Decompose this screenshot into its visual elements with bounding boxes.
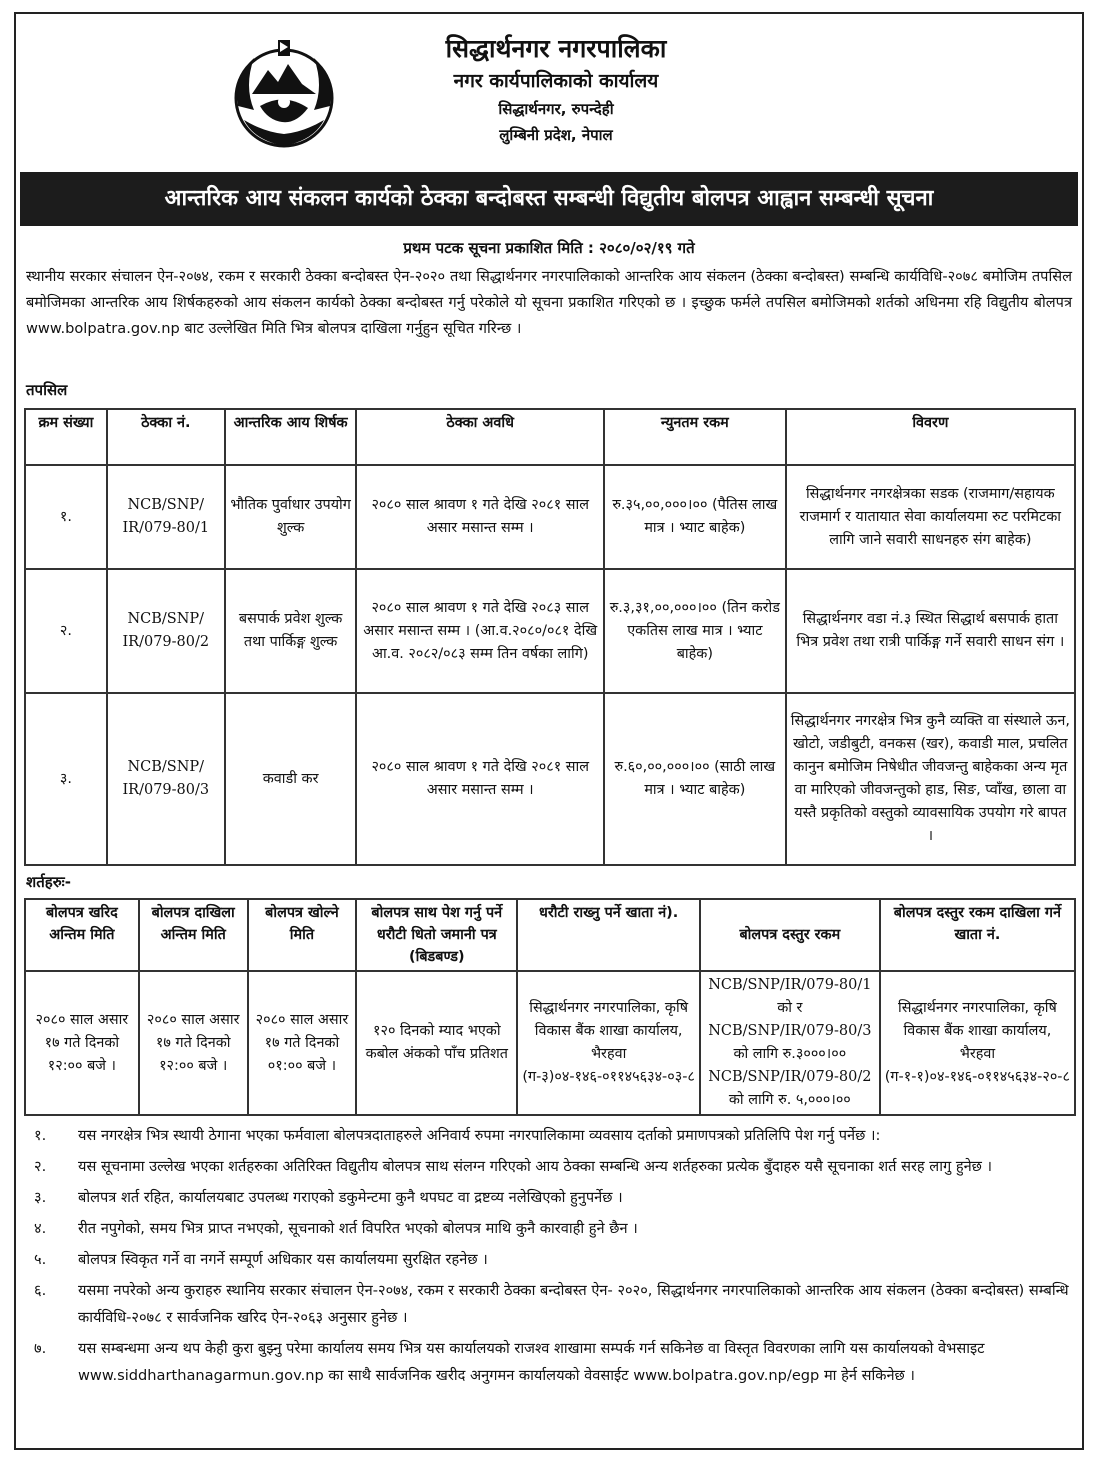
intro-paragraph: स्थानीय सरकार संचालन ऐन-२०७४, रकम र सरकारी ठेक्का बन्दोबस्त ऐन-२०२० तथा सिद्धार्थनगर नगरपालिकाको आन्तरिक आय संकलन (ठेक्का बन्दोबस्त) सम्बन्धि कार्यविधि-२०७८ बमोजिम तपसिल बमोजिमका आन्तरिक आय शिर्षकहरुको आय संकलन कार्यको ठेक्का बन्दोबस्त गर्नु परेकोले यो सूचना प्रकाशित गरिएको छ । इच्छुक फर्मले तपसिल बमोजिमको शर्तको अधिनमा रहि विद्युतीय बोलपत्र www.bolpatra.gov.np बाट उल्लेखित मिति भित्र बोलपत्र दाखिला गर्नुहुन सूचित गरिन्छ । <box>26 268 1072 337</box>
description: सिद्धार्थनगर नगरक्षेत्र भित्र कुनै व्यक्ति वा संस्थाले ऊन, खोटो, जडीबुटी, वनकस (खर), कवाडी माल, प्रचलित कानुन बमोजिम निषेधीत जीवजन्तु बाहेकका अन्य मृत वा मारिएको जीवजन्तुको हाड, सिङ, प्वाँख, छाला वा यस्तै प्रकृतिको वस्तुको व्यावसायिक उपयोग गरे बापत । <box>786 693 1075 865</box>
bid-bond: १२० दिनको म्याद भएको कबोल अंकको पाँच प्रतिशत <box>356 971 517 1115</box>
submission-deadline: २०८० साल असार १७ गते दिनको १२:०० बजे । <box>139 971 248 1115</box>
description: सिद्धार्थनगर वडा नं.३ स्थित सिद्धार्थ बसपार्क हाता भित्र प्रवेश तथा रात्री पार्किङ्ग गर्ने सवारी साधन संग । <box>786 569 1075 693</box>
contract-number: NCB/SNP/ IR/079-80/1 <box>107 465 225 569</box>
contract-period: २०८० साल श्रावण १ गते देखि २०८१ साल असार मसान्त सम्म । <box>356 693 604 865</box>
item-number: ३. <box>34 1189 47 1206</box>
revenue-head: भौतिक पुर्वाधार उपयोग शुल्क <box>225 465 357 569</box>
bid-fee-line: NCB/SNP/IR/079-80/1 <box>708 977 872 993</box>
col-header: विवरण <box>786 409 1075 465</box>
description: सिद्धार्थनगर नगरक्षेत्रका सडक (राजमाग/सहायक राजमार्ग र यातायात सेवा कार्यालयमा रुट परमिटका लागि जाने सवारी साधनहरु संग बाहेक) <box>786 465 1075 569</box>
serial-number: ३. <box>25 693 107 865</box>
item-number: ४. <box>34 1220 47 1237</box>
terms-label: शर्तहरुः- <box>26 873 71 891</box>
item-number: ७. <box>34 1340 47 1357</box>
notice-title: आन्तरिक आय संकलन कार्यको ठेक्का बन्दोबस्त सम्बन्धी विद्युतीय बोलपत्र आह्वान सम्बन्धी सूचना <box>20 172 1078 226</box>
item-text: रीत नपुगेको, समय भित्र प्राप्त नभएको, सूचनाको शर्त विपरित भएको बोलपत्र माथि कुनै कारवाही हुने छैन । <box>78 1220 638 1237</box>
item-number: १. <box>34 1127 47 1144</box>
org-name: सिद्धार्थनगर नगरपालिका <box>445 34 667 63</box>
item-text: यसमा नपरेको अन्य कुराहरु स्थानिय सरकार संचालन ऐन-२०७४, रकम र सरकारी ठेक्का बन्दोबस्त ऐन- २०२०, सिद्धार्थनगर नगरपालिकाको आन्तरिक आय संकलन (ठेक्का बन्दोबस्त) सम्बन्धि कार्यविधि-२०७८ र सार्वजनिक खरिद ऐन-२०६३ अनुसार हुनेछ । <box>78 1282 1069 1326</box>
minimum-amount: रु.६०,००,०००।०० (साठी लाख मात्र । भ्याट बाहेक) <box>604 693 786 865</box>
col-header: बोलपत्र खरिद अन्तिम मिति <box>25 899 139 971</box>
bid-fee <box>700 971 880 1115</box>
office-province: लुम्बिनी प्रदेश, नेपाल <box>499 126 613 144</box>
minimum-amount: रु.३५,००,०००।०० (पैतिस लाख मात्र । भ्याट बाहेक) <box>604 465 786 569</box>
bid-fee-line: को र <box>777 1000 803 1016</box>
fee-account: सिद्धार्थनगर नगरपालिका, कृषि विकास बैंक शाखा कार्यालय, भैरहवा (ग-१-१)०४-१४६-०११४५६३४-२०-८ <box>880 971 1075 1115</box>
item-text: बोलपत्र शर्त रहित, कार्यालयबाट उपलब्ध गराएको डकुमेन्टमा कुनै थपघट वा द्रष्टव्य नलेखिएको हुनुपर्नेछ । <box>78 1189 623 1206</box>
opening-date: २०८० साल असार १७ गते दिनको ०१:०० बजे । <box>248 971 357 1115</box>
bid-fee-line: NCB/SNP/IR/079-80/2 <box>708 1069 872 1085</box>
table-row <box>25 971 1075 1115</box>
purchase-deadline: २०८० साल असार १७ गते दिनको १२:०० बजे । <box>25 971 139 1115</box>
revenue-head: कवाडी कर <box>225 693 357 865</box>
contract-period: २०८० साल श्रावण १ गते देखि २०८३ साल असार मसान्त सम्म । (आ.व.२०८०/०८१ देखि आ.व. २०८२/०८३ सम्म तिन वर्षका लागि) <box>356 569 604 693</box>
terms-table <box>24 898 1076 1116</box>
bid-fee-line: को लागि रु.३०००।०० <box>733 1046 847 1062</box>
contracts-table <box>24 408 1076 866</box>
col-header: बोलपत्र दस्तुर रकम दाखिला गर्ने खाता नं. <box>880 899 1075 971</box>
col-header: बोलपत्र साथ पेश गर्नु पर्ने धरौटी धितो जमानी पत्र (बिडबण्ड) <box>356 899 517 971</box>
table-row <box>25 693 1075 865</box>
letterhead <box>16 14 1082 164</box>
table-header-row <box>25 409 1075 465</box>
contract-period: २०८० साल श्रावण १ गते देखि २०८१ साल असार मसान्त सम्म । <box>356 465 604 569</box>
col-header: क्रम संख्या <box>25 409 107 465</box>
list-item <box>26 1335 1072 1389</box>
col-header: न्युनतम रकम <box>604 409 786 465</box>
col-header: बोलपत्र दस्तुर रकम <box>700 899 880 971</box>
list-item <box>26 1246 1072 1273</box>
item-number: ५. <box>34 1251 47 1268</box>
schedule-label: तपसिल <box>26 381 68 399</box>
item-text: यस सम्बन्धमा अन्य थप केही कुरा बुझ्नु परेमा कार्यालय समय भित्र यस कार्यालयको राजश्व शाखामा सम्पर्क गर्न सकिनेछ वा विस्तृत विवरणका लागि यस कार्यालयको वेभसाइट www.siddharthanagarmun.gov.np का साथै सार्वजनिक खरीद अनुगमन कार्यालयको वेवसाईट www.bolpatra.gov.np/egp मा हेर्न सकिनेछ । <box>78 1340 985 1384</box>
col-header: बोलपत्र दाखिला अन्तिम मिति <box>139 899 248 971</box>
minimum-amount: रु.३,३१,००,०००।०० (तिन करोड एकतिस लाख मात्र । भ्याट बाहेक) <box>604 569 786 693</box>
col-header: बोलपत्र खोल्ने मिति <box>248 899 357 971</box>
col-header: ठेक्का अवधि <box>356 409 604 465</box>
item-number: ६. <box>34 1282 47 1299</box>
item-text: बोलपत्र स्विकृत गर्ने वा नगर्ने सम्पूर्ण अधिकार यस कार्यालयमा सुरक्षित रहनेछ । <box>78 1251 488 1268</box>
item-text: यस सूचनामा उल्लेख भएका शर्तहरुका अतिरिक्त विद्युतीय बोलपत्र साथ संलग्न गरिएको आय ठेक्का सम्बन्धि अन्य शर्तहरुका प्रत्येक बुँदाहरु यसै सूचनाका शर्त सरह लागु हुनेछ । <box>78 1158 993 1175</box>
bid-fee-line: को लागि रु. ५,०००।०० <box>728 1092 851 1108</box>
notice-page <box>14 12 1084 1450</box>
item-text: यस नगरक्षेत्र भित्र स्थायी ठेगाना भएका फर्मवाला बोलपत्रदाताहरुले अनिवार्य रुपमा नगरपालिकामा व्यवसाय दर्ताको प्रमाणपत्रको प्रतिलिपि पेश गर्नु पर्नेछ ।: <box>78 1127 881 1144</box>
organization-block <box>346 32 766 148</box>
list-item <box>26 1277 1072 1331</box>
serial-number: २. <box>25 569 107 693</box>
serial-number: १. <box>25 465 107 569</box>
list-item <box>26 1153 1072 1180</box>
publish-date: प्रथम पटक सूचना प्रकाशित मिति : २०८०/०२/१९ गते <box>403 239 695 257</box>
office-address: सिद्धार्थनगर, रुपन्देही <box>498 100 614 118</box>
deposit-account: सिद्धार्थनगर नगरपालिका, कृषि विकास बैंक शाखा कार्यालय, भैरहवा (ग-३)०४-१४६-०११४५६३४-०३-८ <box>517 971 700 1115</box>
bid-fee-line: NCB/SNP/IR/079-80/3 <box>708 1023 872 1039</box>
contract-number: NCB/SNP/ IR/079-80/3 <box>107 693 225 865</box>
table-row <box>25 465 1075 569</box>
list-item <box>26 1215 1072 1242</box>
list-item <box>26 1184 1072 1211</box>
revenue-head: बसपार्क प्रवेश शुल्क तथा पार्किङ्ग शुल्क <box>225 569 357 693</box>
col-header: धरौटी राख्नु पर्ने खाता नं). <box>517 899 700 971</box>
col-header: ठेक्का नं. <box>107 409 225 465</box>
table-header-row <box>25 899 1075 971</box>
col-header: आन्तरिक आय शिर्षक <box>225 409 357 465</box>
table-row <box>25 569 1075 693</box>
nepal-emblem-icon <box>224 36 344 154</box>
contract-number: NCB/SNP/ IR/079-80/2 <box>107 569 225 693</box>
office-name: नगर कार्यपालिकाको कार्यालय <box>453 70 659 92</box>
list-item <box>26 1122 1072 1149</box>
conditions-list <box>26 1122 1072 1393</box>
item-number: २. <box>34 1158 47 1175</box>
